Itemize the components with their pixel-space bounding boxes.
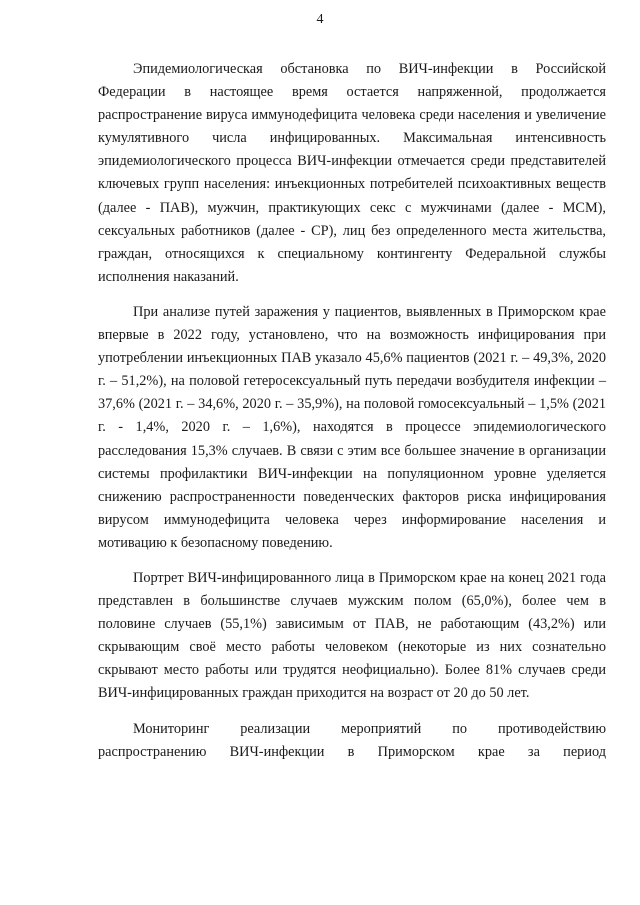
paragraph-epidemiological-situation: Эпидемиологическая обстановка по ВИЧ-инфекции в Российской Федерации в настоящее время остается напряженной, продолжается распространение вируса иммунодефицита человека среди населения и увеличение кумулятивного числа инфицированных. Максимальная интенсивность эпидемиологического процесса ВИЧ-инфекции отмечается среди представителей ключевых групп населения: инъекционных потребителей психоактивных веществ (далее - ПАВ), мужчин, практикующих секс с мужчинами (далее - МСМ), сексуальных работников (далее - СР), лиц без определенного места жительства, граждан, относящихся к специальному контингенту Федеральной службы исполнения наказаний. [98, 61, 606, 285]
paragraph-patient-portrait: Портрет ВИЧ-инфицированного лица в Приморском крае на конец 2021 года представлен в большинстве случаев мужским полом (65,0%), более чем в половине случаев (55,1%) зависимым от ПАВ, не работающим (43,2%) или скрывающим своё место работы человеком (некоторые из них сознательно скрывают место работы или трудятся неофициально). Более 81% случаев среди ВИЧ-инфицированных граждан приходится на возраст от 20 до 50 лет. [98, 569, 606, 702]
document-body [98, 58, 606, 776]
page-number: 4 [316, 12, 324, 27]
paragraph-monitoring: Мониторинг реализации мероприятий по противодействию распространению ВИЧ-инфекции в Приморском крае за период [98, 720, 606, 760]
paragraph-infection-routes: При анализе путей заражения у пациентов, выявленных в Приморском крае впервые в 2022 году, установлено, что на возможность инфицирования при употреблении инъекционных ПАВ указало 45,6% пациентов (2021 г. – 49,3%, 2020 г. – 51,2%), на половой гетеросексуальный путь передачи возбудителя инфекции – 37,6% (2021 г. – 34,6%, 2020 г. – 35,9%), на половой гомосексуальный – 1,5% (2021 г. - 1,4%, 2020 г. – 1,6%), находятся в процессе эпидемиологического расследования 15,3% случаев. В связи с этим все большее значение в организации системы профилактики ВИЧ-инфекции на популяционном уровне уделяется снижению распространенности поведенческих факторов риска инфицирования вирусом иммунодефицита человека через информирование населения и мотивацию к безопасному поведению. [98, 303, 606, 551]
